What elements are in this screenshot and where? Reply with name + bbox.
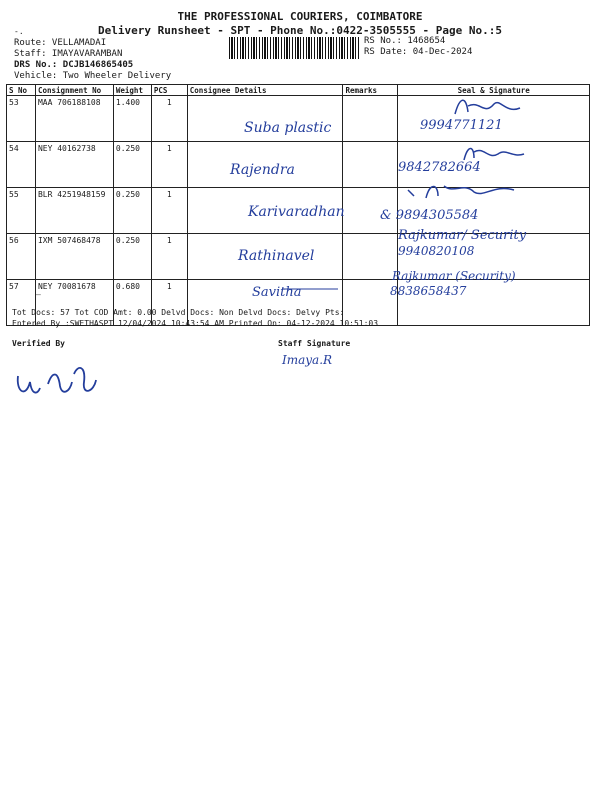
- verified-by-label: Verified By: [12, 339, 65, 348]
- col-pcs: PCS: [151, 85, 187, 96]
- handwritten-signature-name: Rajkumar/ Security: [398, 228, 527, 243]
- company-title: THE PROFESSIONAL COURIERS, COIMBATORE: [177, 10, 423, 23]
- cell-pcs: 1: [151, 142, 187, 188]
- cell-sno: 56: [7, 234, 36, 280]
- runsheet-subtitle: Delivery Runsheet - SPT - Phone No.:0422-3505555 - Page No.:5: [98, 24, 502, 37]
- totals-line: Tot Docs: 57 Tot COD Amt: 0.00 Delvd Docs: Non Delvd Docs: Delvy Pts:: [12, 308, 345, 317]
- cell-weight: 0.680: [113, 280, 151, 326]
- cell-remarks: [343, 234, 398, 280]
- cell-consignment: NEY 70081678: [35, 280, 113, 326]
- signature-underline: [280, 286, 340, 292]
- col-weight: Weight: [113, 85, 151, 96]
- handwritten-phone: 9940820108: [398, 244, 475, 258]
- signature-scribble: [404, 180, 524, 202]
- handwritten-consignee: Suba plastic: [244, 120, 332, 136]
- barcode: [229, 37, 359, 59]
- col-sno: S No: [7, 85, 36, 96]
- cell-consignment: MAA 706188108: [35, 96, 113, 142]
- handwritten-consignee: Rathinavel: [238, 248, 315, 264]
- drs-number: [14, 60, 133, 70]
- col-consignment: Consignment No: [35, 85, 113, 96]
- handwritten-phone: 8838658437: [390, 284, 467, 298]
- cell-sno: 55: [7, 188, 36, 234]
- cell-pcs: 1: [151, 234, 187, 280]
- drs-value: DCJB146865405: [62, 60, 134, 70]
- cell-sno: 54: [7, 142, 36, 188]
- cell-weight: 0.250: [113, 188, 151, 234]
- handwritten-consignee: Savitha: [252, 285, 302, 300]
- verifier-signature: [12, 362, 102, 402]
- rs-date: RS Date: 04-Dec-2024: [364, 47, 473, 57]
- phone-value: 9894305584: [395, 208, 479, 223]
- staff-text: Staff: IMAYAVARAMBAN: [14, 49, 123, 59]
- handwritten-signature-name: Rajkumar (Security): [392, 269, 516, 283]
- staff-signature-label: Staff Signature: [278, 339, 351, 348]
- cell-sno: 53: [7, 96, 36, 142]
- cell-sno: 57: [7, 280, 36, 326]
- staff-signature-handwritten: Imaya.R: [282, 353, 333, 367]
- handwritten-phone: [380, 208, 478, 223]
- handwritten-phone: 9994771121: [420, 118, 503, 133]
- route-text: Route: VELLAMADAI: [14, 38, 107, 48]
- handwritten-consignee: Karivaradhan: [248, 204, 345, 220]
- col-seal-signature: Seal & Signature: [398, 85, 590, 96]
- cell-pcs: 1: [151, 96, 187, 142]
- cell-consignment: BLR 4251948159: [35, 188, 113, 234]
- cell-weight: 1.400: [113, 96, 151, 142]
- cell-pcs: 1: [151, 188, 187, 234]
- rs-number: RS No.: 1468654: [364, 36, 446, 46]
- handwritten-consignee: Rajendra: [230, 162, 295, 178]
- cell-remarks: [343, 142, 398, 188]
- cell-remarks: [343, 96, 398, 142]
- phone-prefix-mark: &: [380, 208, 396, 223]
- signature-scribble: [450, 94, 530, 120]
- corner-mark: -.: [14, 27, 24, 36]
- vehicle-text: Vehicle: Two Wheeler Delivery: [14, 71, 172, 81]
- cell-weight: 0.250: [113, 142, 151, 188]
- cell-consignment: NEY 40162738: [35, 142, 113, 188]
- cell-pcs: 1: [151, 280, 187, 326]
- col-consignee: Consignee Details: [187, 85, 343, 96]
- drs-label: DRS No.:: [14, 60, 58, 70]
- stray-mark: —: [36, 290, 41, 299]
- cell-consignment: IXM 507468478: [35, 234, 113, 280]
- cell-weight: 0.250: [113, 234, 151, 280]
- col-remarks: Remarks: [343, 85, 398, 96]
- entered-by-line: Entered By :SWETHASPT 12/04/2024 10:43:54 AM Printed On: 04-12-2024 10:51:03: [12, 319, 379, 328]
- handwritten-phone: 9842782664: [398, 160, 481, 175]
